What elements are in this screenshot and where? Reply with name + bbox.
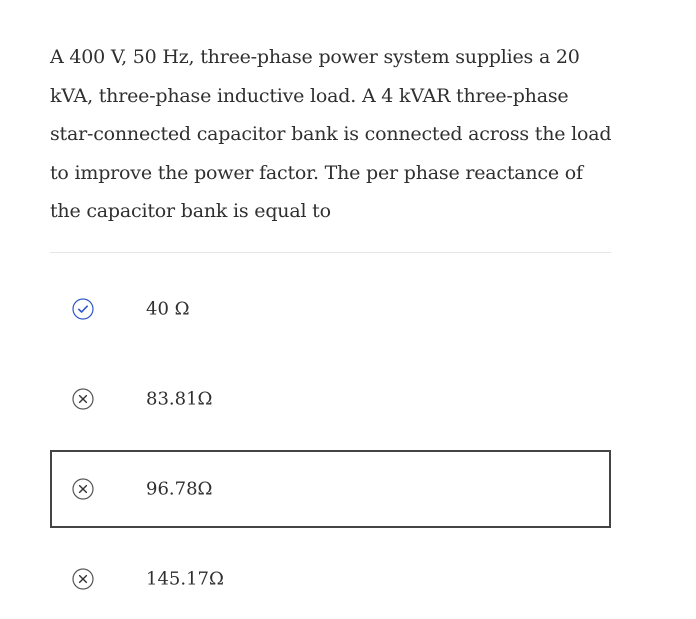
answer-option-label: 145.17Ω bbox=[146, 568, 224, 590]
answer-option-4[interactable] bbox=[50, 540, 611, 618]
answer-option-3[interactable] bbox=[50, 450, 611, 528]
x-circle-icon bbox=[72, 388, 94, 410]
answer-option-label: 83.81Ω bbox=[146, 388, 213, 410]
x-circle-icon bbox=[72, 568, 94, 590]
answer-option-1[interactable] bbox=[50, 270, 611, 348]
answer-option-2[interactable] bbox=[50, 360, 611, 438]
answer-option-label: 40 Ω bbox=[146, 298, 190, 320]
check-circle-icon bbox=[72, 298, 94, 320]
question-text: A 400 V, 50 Hz, three-phase power system supplies a 20 kVA, three-phase inductive load. A 4 kVAR three-phase star-connected capacitor bank is connected across the load to improve the power factor. The per phase reactance of the capacitor bank is equal to bbox=[50, 46, 612, 222]
x-circle-icon bbox=[72, 478, 94, 500]
divider bbox=[50, 252, 611, 253]
answer-option-label: 96.78Ω bbox=[146, 478, 213, 500]
